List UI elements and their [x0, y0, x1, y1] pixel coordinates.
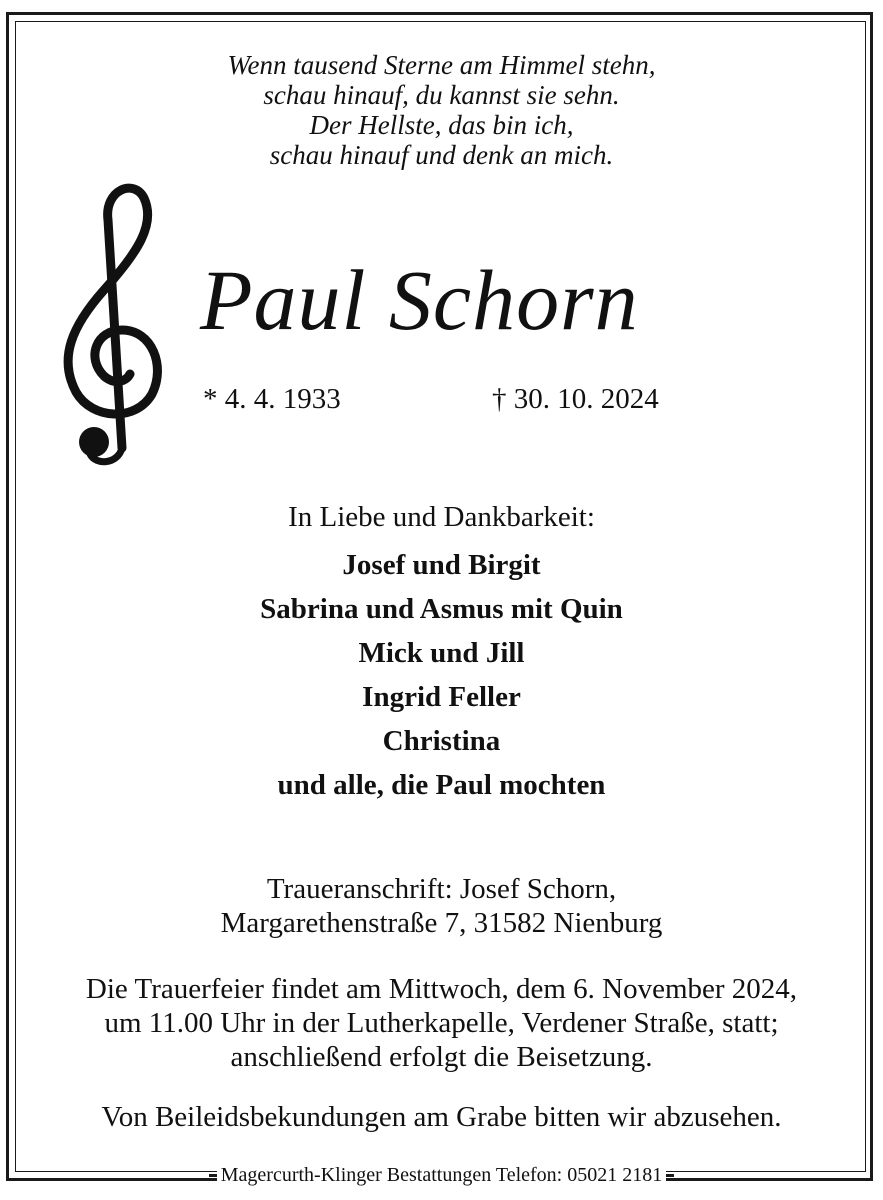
- mourner-name: Christina: [382, 725, 501, 757]
- mourners-list: [0, 548, 883, 812]
- address-line: Margarethenstraße 7, 31582 Nienburg: [220, 907, 663, 939]
- footer: [0, 1162, 883, 1188]
- condolence-request: [0, 1100, 883, 1134]
- ceremony-info: [0, 972, 883, 1074]
- death-date: † 30. 10. 2024: [492, 383, 659, 415]
- birth-date: * 4. 4. 1933: [203, 383, 341, 415]
- ceremony-line: Die Trauerfeier findet am Mittwoch, dem 6. November 2024,: [85, 973, 798, 1005]
- poem-line: schau hinauf, du kannst sie sehn.: [263, 80, 620, 110]
- treble-clef-icon: [52, 180, 172, 466]
- mourner-name: Josef und Birgit: [342, 549, 541, 581]
- funeral-home-credit: Magercurth-Klinger Bestattungen Telefon: 05021 2181: [217, 1164, 666, 1187]
- ceremony-line: um 11.00 Uhr in der Lutherkapelle, Verdener Straße, statt;: [104, 1007, 779, 1039]
- mourner-name: Sabrina und Asmus mit Quin: [260, 593, 623, 625]
- footer-rule-right: [666, 1174, 674, 1177]
- deceased-name: Paul Schorn: [200, 252, 639, 348]
- mourning-address: [0, 872, 883, 940]
- mourners-intro: In Liebe und Dankbarkeit:: [288, 501, 595, 533]
- mourner-name: Ingrid Feller: [362, 681, 521, 713]
- address-line: Traueranschrift: Josef Schorn,: [266, 873, 617, 905]
- poem-line: schau hinauf und denk an mich.: [269, 140, 614, 170]
- poem-line: Der Hellste, das bin ich,: [309, 110, 574, 140]
- poem: [0, 50, 883, 170]
- mourner-name: Mick und Jill: [358, 637, 525, 669]
- ceremony-line: anschließend erfolgt die Beisetzung.: [230, 1041, 653, 1073]
- footer-rule-left: [209, 1174, 217, 1177]
- poem-line: Wenn tausend Sterne am Himmel stehn,: [227, 50, 656, 80]
- request-text: Von Beileidsbekundungen am Grabe bitten wir abzusehen.: [101, 1101, 782, 1133]
- mourner-name: und alle, die Paul mochten: [277, 769, 606, 801]
